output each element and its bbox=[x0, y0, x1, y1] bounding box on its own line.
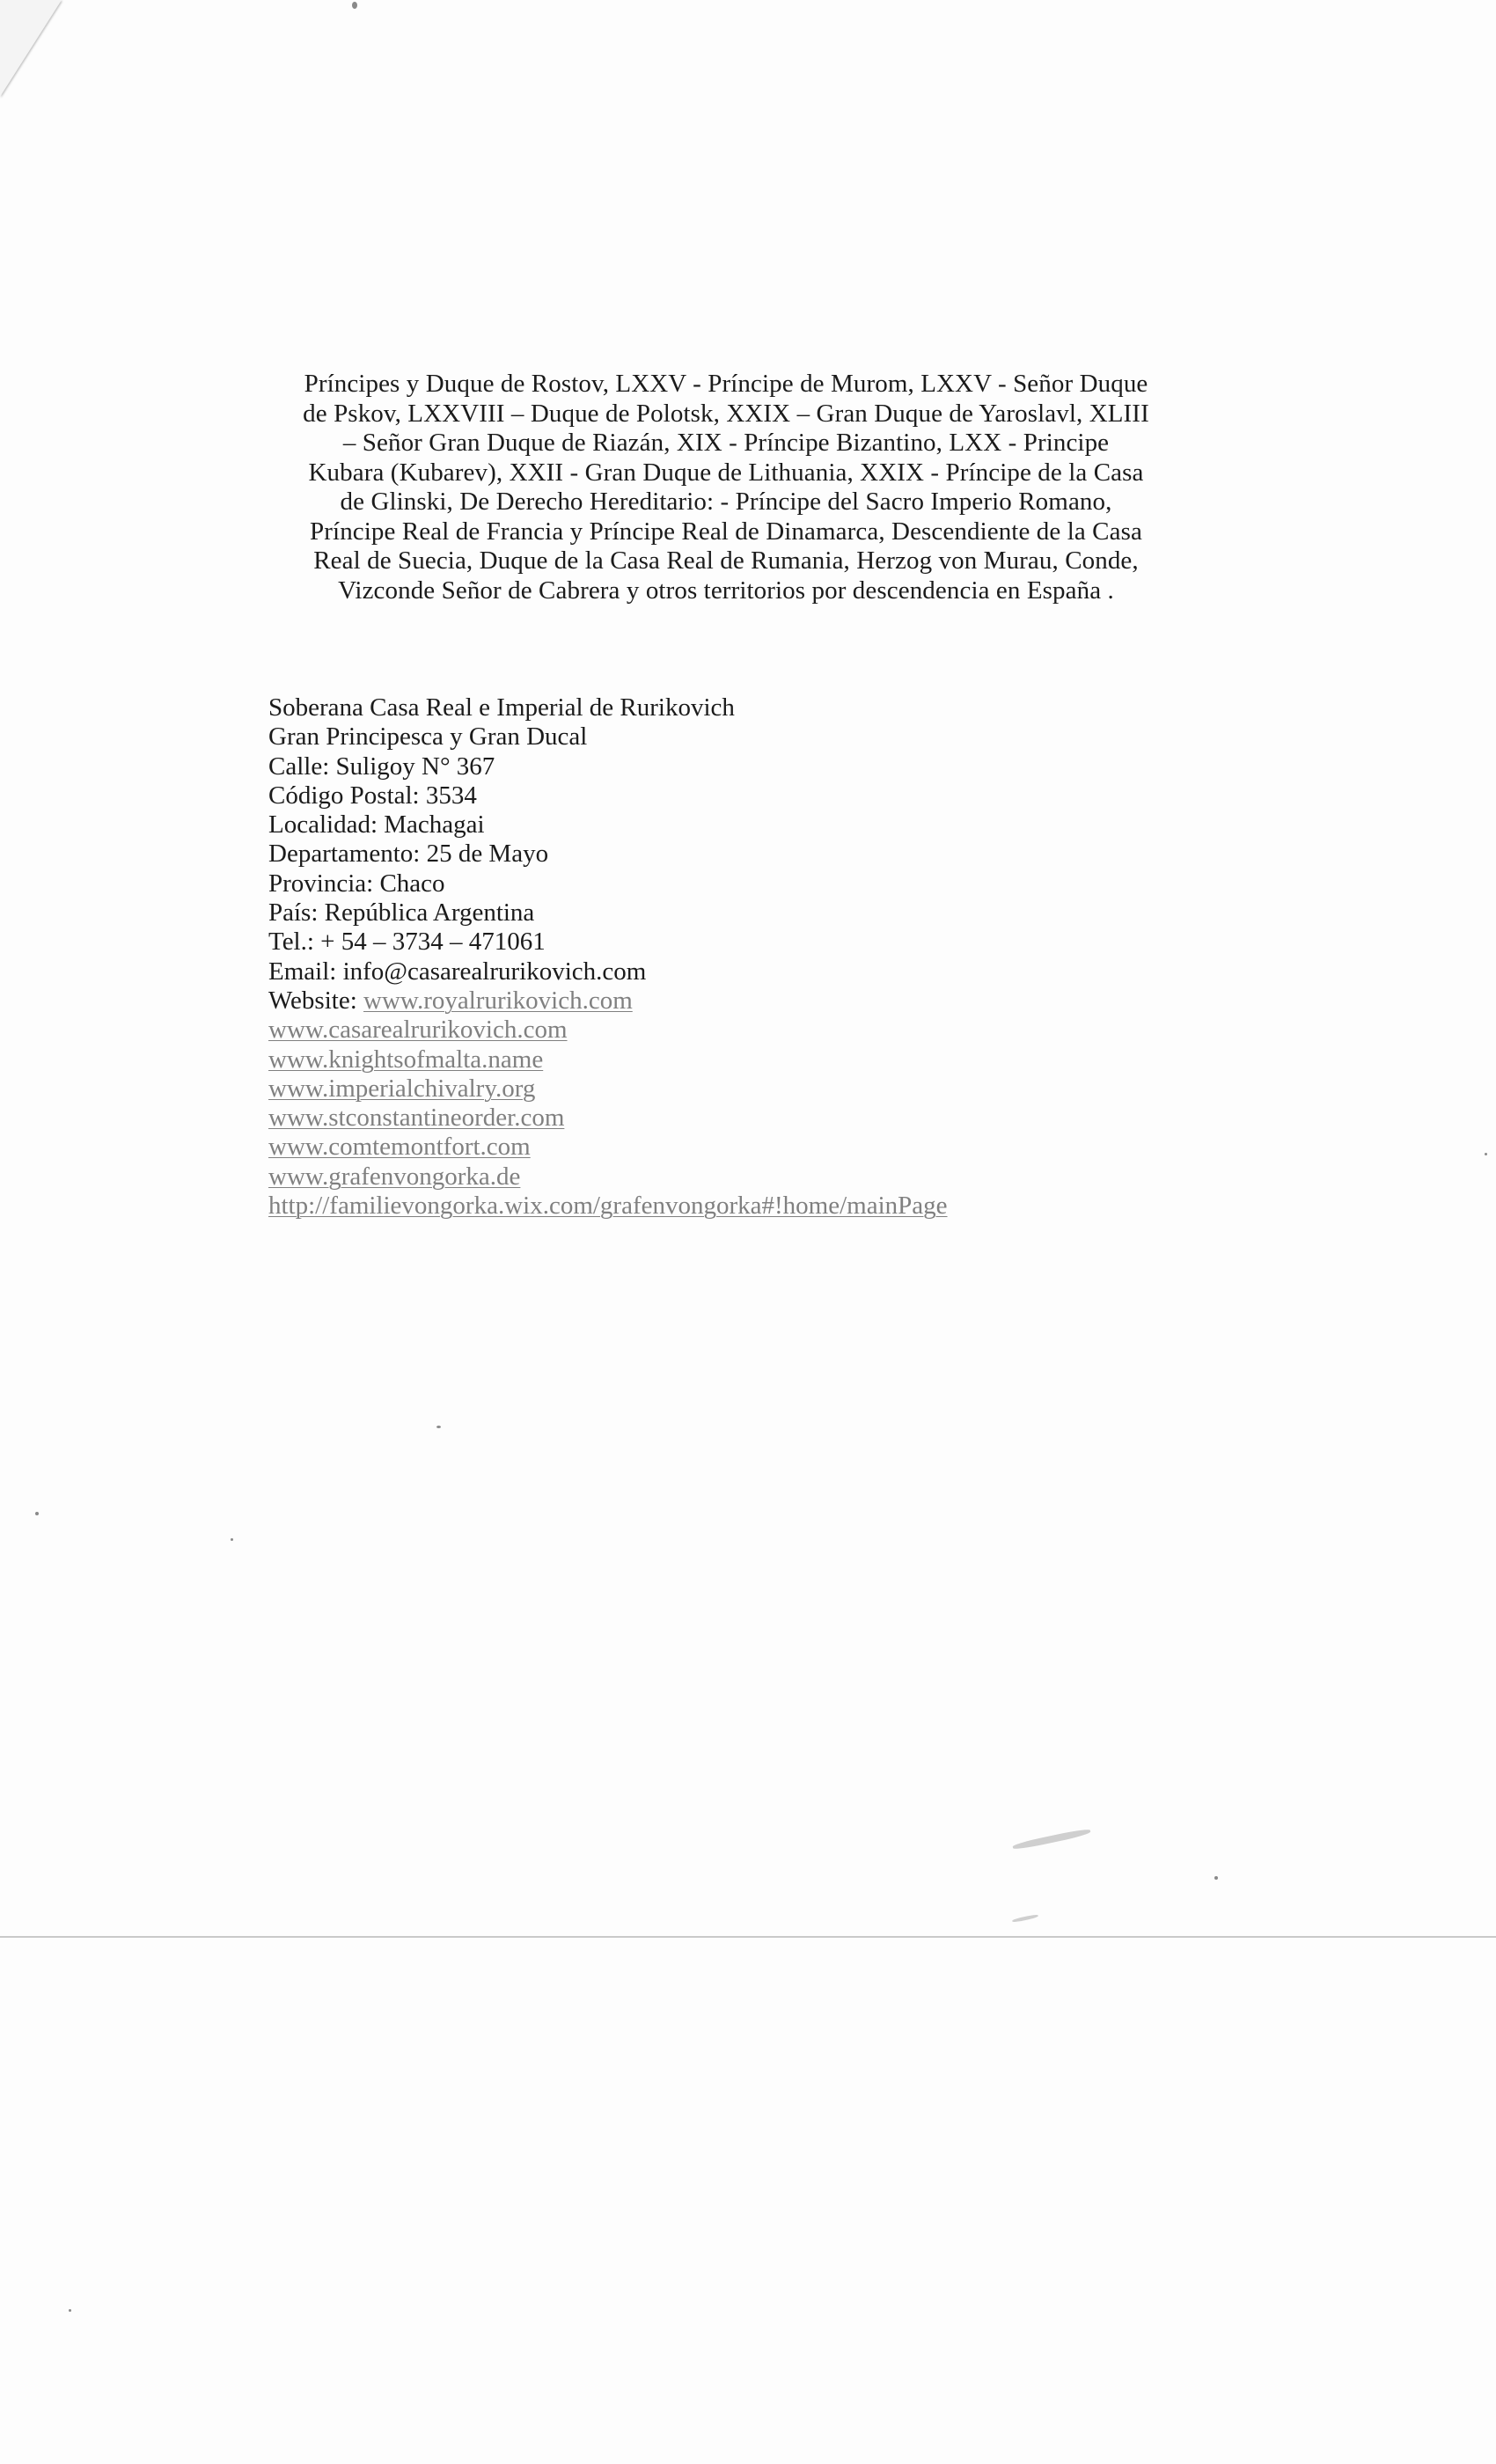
titles-line: de Pskov, LXXVIII – Duque de Polotsk, XXIX – Gran Duque de Yaroslavl, XLIII bbox=[303, 399, 1149, 428]
scan-speck bbox=[1214, 1876, 1218, 1880]
website-link-casarealrurikovich[interactable]: www.casarealrurikovich.com bbox=[268, 1016, 568, 1045]
country: País: República Argentina bbox=[268, 898, 535, 928]
website-link-familievongorka[interactable]: http://familievongorka.wix.com/grafenvongorka#!home/mainPage bbox=[268, 1192, 948, 1221]
scan-speck bbox=[436, 1426, 441, 1428]
postal-code: Código Postal: 3534 bbox=[268, 781, 477, 810]
scan-speck bbox=[35, 1512, 39, 1515]
locality: Localidad: Machagai bbox=[268, 810, 485, 840]
titles-line: Kubara (Kubarev), XXII - Gran Duque de Lithuania, XXIX - Príncipe de la Casa bbox=[308, 458, 1144, 487]
website-label: Website: bbox=[268, 986, 363, 1015]
page-edge-line bbox=[0, 1936, 1496, 1938]
scan-speck bbox=[1485, 1153, 1487, 1155]
titles-line: Príncipe Real de Francia y Príncipe Real de Dinamarca, Descendiente de la Casa bbox=[310, 517, 1142, 546]
house-rank: Gran Principesca y Gran Ducal bbox=[268, 722, 588, 752]
titles-paragraph bbox=[251, 370, 1201, 605]
scan-smudge bbox=[1012, 1914, 1038, 1923]
street-address: Calle: Suligoy N° 367 bbox=[268, 752, 495, 781]
house-name: Soberana Casa Real e Imperial de Rurikovich bbox=[268, 693, 735, 722]
scan-speck bbox=[69, 2309, 71, 2312]
titles-line: Real de Suecia, Duque de la Casa Real de Rumania, Herzog von Murau, Conde, bbox=[313, 546, 1139, 575]
website-link-knightsofmalta[interactable]: www.knightsofmalta.name bbox=[268, 1045, 544, 1074]
website-link-imperialchivalry[interactable]: www.imperialchivalry.org bbox=[268, 1074, 536, 1103]
website-link-comtemontfort[interactable]: www.comtemontfort.com bbox=[268, 1133, 531, 1162]
website-link-stconstantineorder[interactable]: www.stconstantineorder.com bbox=[268, 1104, 565, 1133]
contact-address-block bbox=[268, 693, 1280, 1221]
website-link-grafenvongorka[interactable]: www.grafenvongorka.de bbox=[268, 1162, 521, 1191]
scan-speck bbox=[231, 1538, 233, 1541]
scan-speck bbox=[352, 2, 357, 9]
phone-number: Tel.: + 54 – 3734 – 471061 bbox=[268, 928, 546, 957]
titles-line: Vizconde Señor de Cabrera y otros territorios por descendencia en España . bbox=[338, 576, 1114, 605]
province: Provincia: Chaco bbox=[268, 869, 445, 898]
titles-line: de Glinski, De Derecho Hereditario: - Príncipe del Sacro Imperio Romano, bbox=[340, 488, 1112, 516]
scan-smudge bbox=[1012, 1828, 1091, 1852]
titles-line: – Señor Gran Duque de Riazán, XIX - Príncipe Bizantino, LXX - Principe bbox=[342, 429, 1110, 457]
website-link-royalrurikovich[interactable]: www.royalrurikovich.com bbox=[363, 986, 633, 1015]
department: Departamento: 25 de Mayo bbox=[268, 840, 549, 869]
website-line bbox=[268, 986, 1280, 1016]
folded-corner bbox=[0, 0, 62, 97]
email-address: Email: info@casarealrurikovich.com bbox=[268, 957, 647, 986]
titles-line: Príncipes y Duque de Rostov, LXXV - Príncipe de Murom, LXXV - Señor Duque bbox=[304, 370, 1148, 398]
